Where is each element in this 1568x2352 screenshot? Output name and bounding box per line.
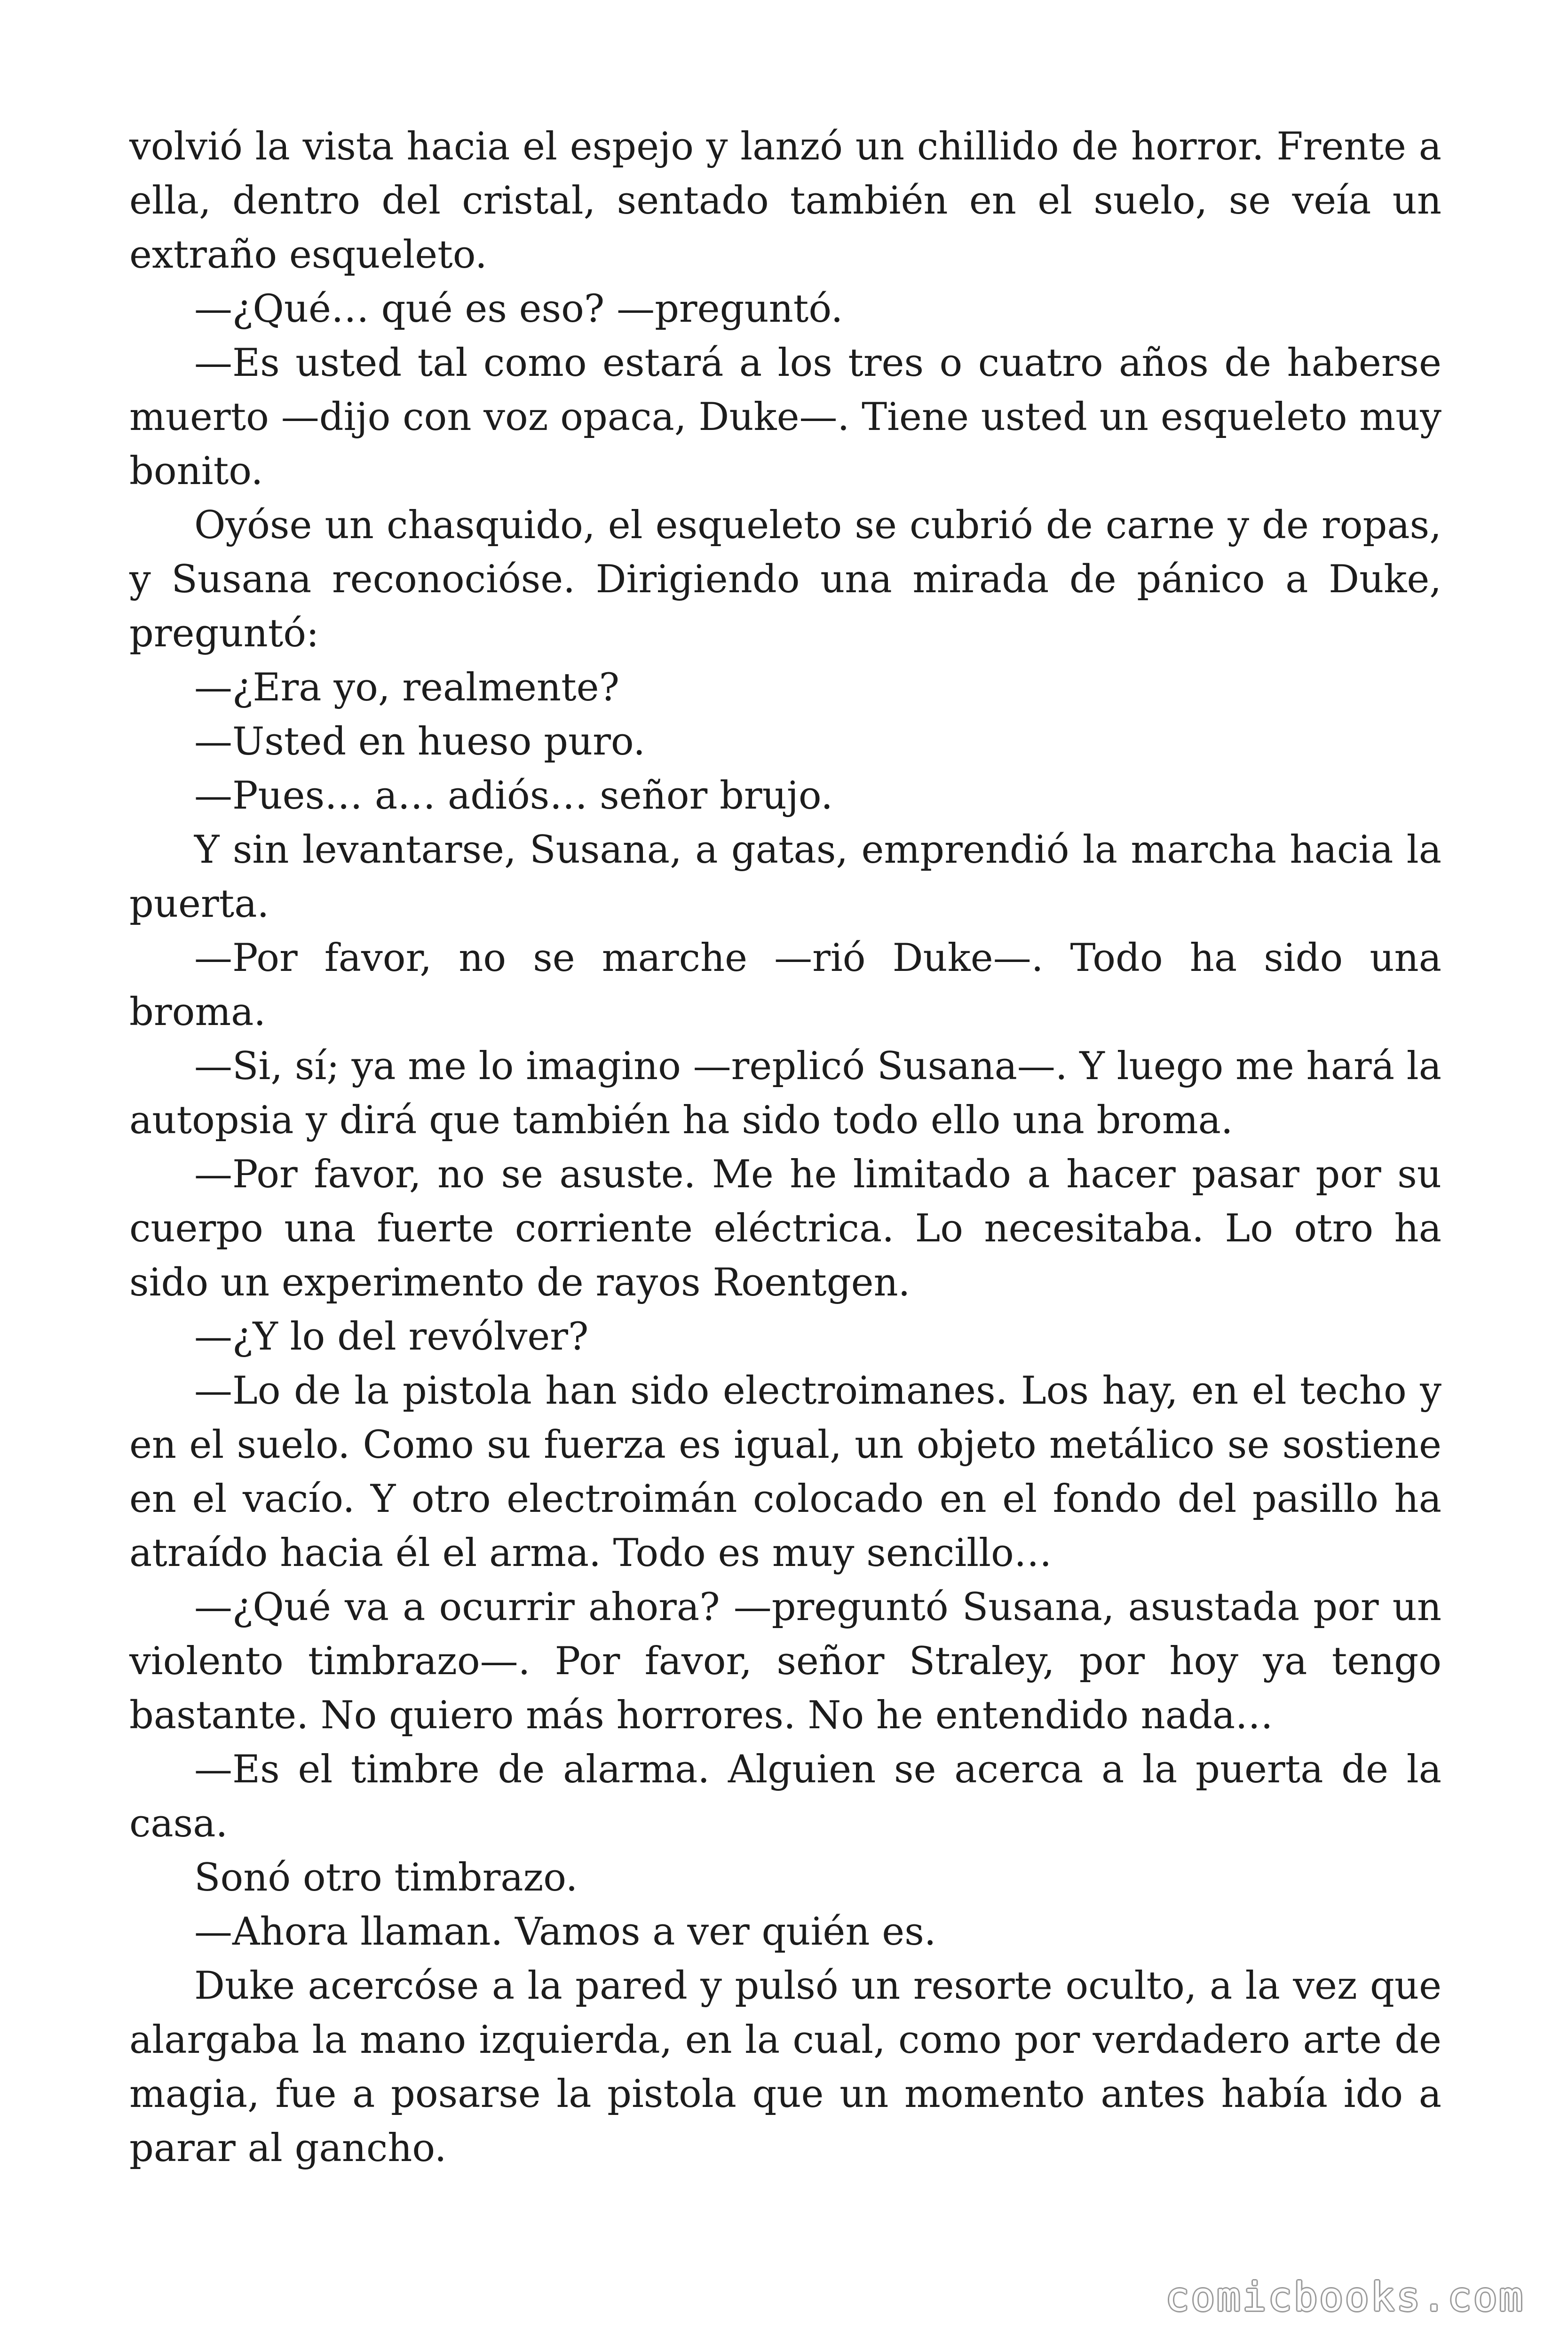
- paragraph: —¿Y lo del revólver?: [194, 1315, 589, 1359]
- watermark-text: comicbooks.com: [1165, 2274, 1525, 2320]
- paragraph: —Por favor, no se asuste. Me he limitado a hacer pasar por su cuerpo una fuerte corriente eléctrica. Lo necesitaba. Lo otro ha sido un experimento de rayos Roentgen.: [129, 1152, 1441, 1305]
- paragraph: Y sin levantarse, Susana, a gatas, emprendió la marcha hacia la puerta.: [129, 828, 1441, 926]
- paragraph-continuation: volvió la vista hacia el espejo y lanzó un chillido de horror. Frente a ella, dentro del cristal, sentado también en el suelo, se veía un extraño esqueleto.: [129, 125, 1441, 277]
- paragraph: Oyóse un chasquido, el esqueleto se cubrió de carne y de ropas, y Susana reconocióse. Dirigiendo una mirada de pánico a Duke, preguntó:: [129, 503, 1441, 656]
- paragraph: —¿Era yo, realmente?: [194, 666, 620, 710]
- paragraph: —¿Qué… qué es eso? —preguntó.: [194, 287, 843, 331]
- paragraph: —Lo de la pistola han sido electroimanes. Los hay, en el techo y en el suelo. Como su fuerza es igual, un objeto metálico se sostiene en el vacío. Y otro electroimán colocado en el fondo del pasillo ha atraído hacia él el arma. Todo es muy sencillo…: [129, 1369, 1441, 1575]
- paragraph: —Es el timbre de alarma. Alguien se acerca a la puerta de la casa.: [129, 1748, 1441, 1846]
- paragraph: —Usted en hueso puro.: [194, 720, 645, 764]
- paragraph: —Pues… a… adiós… señor brujo.: [194, 774, 833, 818]
- paragraph: —Es usted tal como estará a los tres o cuatro años de haberse muerto —dijo con voz opaca, Duke—. Tiene usted un esqueleto muy bonito.: [129, 341, 1441, 493]
- paragraph: Sonó otro timbrazo.: [194, 1856, 578, 1900]
- paragraph: —¿Qué va a ocurrir ahora? —preguntó Susana, asustada por un violento timbrazo—. Por favor, señor Straley, por hoy ya tengo bastante. No quiero más horrores. No he entendido nada…: [129, 1585, 1441, 1738]
- book-page-text: [129, 120, 1441, 2176]
- paragraph: Duke acercóse a la pared y pulsó un resorte oculto, a la vez que alargaba la mano izquierda, en la cual, como por verdadero arte de magia, fue a posarse la pistola que un momento antes había ido a parar al gancho.: [129, 1964, 1441, 2170]
- paragraph: —Por favor, no se marche —rió Duke—. Todo ha sido una broma.: [129, 936, 1441, 1034]
- paragraph: —Ahora llaman. Vamos a ver quién es.: [194, 1910, 936, 1954]
- paragraph: —Si, sí; ya me lo imagino —replicó Susana—. Y luego me hará la autopsia y dirá que también ha sido todo ello una broma.: [129, 1044, 1441, 1143]
